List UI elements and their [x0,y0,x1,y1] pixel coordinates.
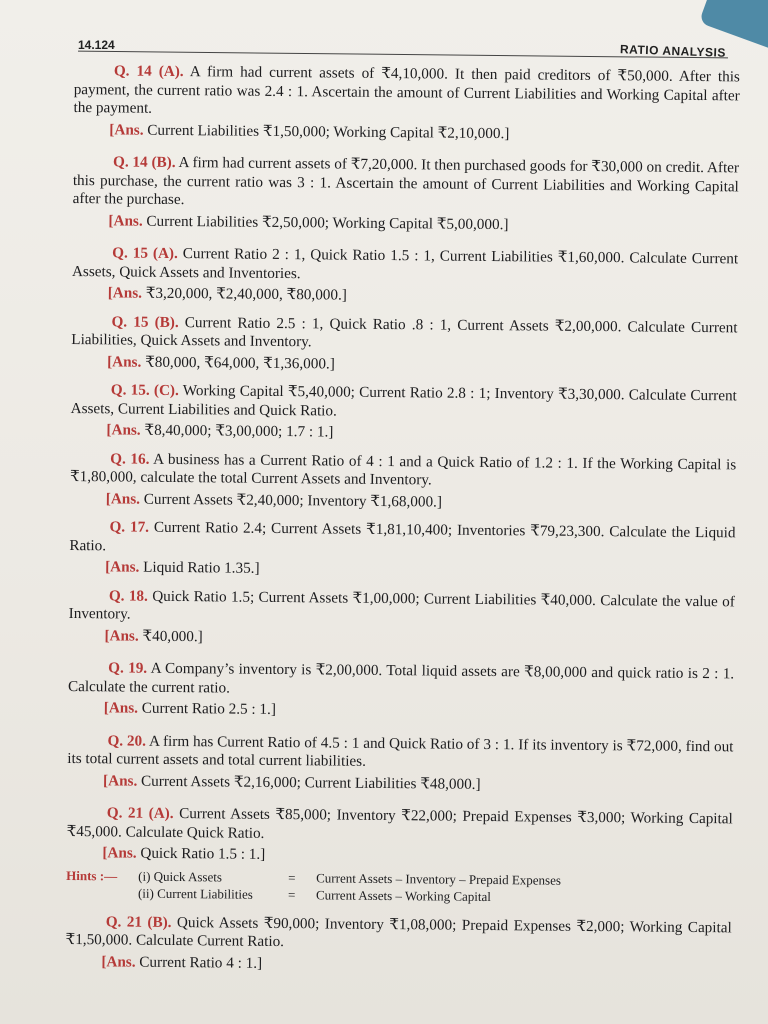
question-text: Current Ratio 2.5 : 1, Quick Ratio .8 : 1, Current Assets ₹2,00,000. Calculate Current Liabilities, Quick Assets and Inventory. [71,313,738,351]
answer-label: [Ans. [109,120,144,139]
question-text: A Company’s inventory is ₹2,00,000. Total liquid assets are ₹8,00,000 and quick ratio is 2 : 1. Calculate the current ratio. [67,659,735,697]
answer-21b [101,953,731,978]
hint-equals: = [287,886,296,902]
hints-block [66,866,732,908]
answer-label: [Ans. [105,489,141,508]
answer-label: [Ans. [108,211,143,230]
answer-label: [Ans. [107,352,142,371]
question-number: Q. 17. [109,518,150,536]
question-17 [69,518,735,561]
answer-text: Current Liabilities ₹2,50,000; Working Capital ₹5,00,000.] [142,212,509,233]
question-15b [71,312,737,355]
question-number: Q. 18. [108,586,148,605]
question-text: A business has a Current Ratio of 4 : 1 and a Quick Ratio of 1.2 : 1. If the Working Capital is ₹1,80,000, calculate the total Current Assets and Inventory. [69,450,737,489]
question-number: Q. 14 (B). [112,153,176,171]
question-19 [68,659,734,702]
answer-label: [Ans. [103,699,139,717]
hint-term: (i) Quick Assets [138,868,223,884]
question-text: Working Capital ₹5,40,000; Current Ratio 2.8 : 1; Inventory ₹3,30,000. Calculate Current Assets, Current Liabilities and Quick Ratio. [70,382,737,420]
question-text: A firm has Current Ratio of 4.5 : 1 and Quick Ratio of 3 : 1. If its inventory is ₹72,000, find out its total current assets and total current liabilities. [67,732,734,770]
hint-formula: Current Assets – Inventory – Prepaid Expenses [316,869,562,888]
answer-text: Liquid Ratio 1.35.] [139,558,260,577]
questions-list [65,62,740,977]
answer-text: Quick Ratio 1.5 : 1.] [136,844,266,863]
question-text: A firm had current assets of ₹7,20,000. It then purchased goods for ₹30,000 on credit. After this purchase, the current ratio was 3 : 1. Ascertain the amount of Current Liabilities and Working Capital after the purchase. [72,153,740,209]
page-header [78,34,738,60]
answer-label: [Ans. [106,421,141,439]
answer-text: ₹8,40,000; ₹3,00,000; 1.7 : 1.] [140,421,334,441]
question-15c [71,381,737,424]
hint-row [138,884,491,904]
hint-formula: Current Assets – Working Capital [315,886,492,904]
answer-label: [Ans. [107,284,143,302]
answer-text: Current Assets ₹2,40,000; Inventory ₹1,68,000.] [139,490,443,511]
question-number: Q. 15 (B). [111,312,179,331]
answer-label: [Ans. [105,558,140,576]
answer-text: Current Ratio 4 : 1.] [135,953,263,972]
hints-label: Hints :— [66,867,118,883]
question-number: Q. 15 (A). [112,244,178,263]
answer-label: [Ans. [102,844,137,862]
page-number: 14.124 [78,38,115,52]
question-18 [69,586,735,629]
question-number: Q. 15. (C). [110,381,179,400]
question-number: Q. 21 (A). [106,804,174,822]
answer-text: ₹40,000.] [138,627,203,645]
question-21b [65,912,731,955]
answer-text: ₹80,000, ₹64,000, ₹1,36,000.] [141,353,335,373]
question-14a [73,62,740,124]
section-title: RATIO ANALYSIS [619,42,727,60]
question-20 [67,731,733,774]
answer-label: [Ans. [103,771,138,790]
question-15a [72,244,738,287]
question-number: Q. 19. [108,659,148,677]
answer-text: ₹3,20,000, ₹2,40,000, ₹80,000.] [141,284,347,304]
question-text: Quick Ratio 1.5; Current Assets ₹1,00,000; Current Liabilities ₹40,000. Calculate the value of Inventory. [68,587,735,623]
answer-text: Current Liabilities ₹1,50,000; Working Capital ₹2,10,000.] [143,121,510,142]
hint-term: (ii) Current Liabilities [137,885,253,902]
question-text: Current Assets ₹85,000; Inventory ₹22,000; Prepaid Expenses ₹3,000; Working Capital ₹45,000. Calculate Quick Ratio. [66,804,733,842]
question-number: Q. 14 (A). [113,62,184,81]
question-text: Current Ratio 2 : 1, Quick Ratio 1.5 : 1, Current Liabilities ₹1,60,000. Calculate Current Assets, Quick Assets and Inventories. [71,245,739,282]
question-number: Q. 16. [110,449,150,468]
answer-21a [102,844,732,869]
question-16 [70,449,736,492]
question-21a [67,804,733,847]
answer-text: Current Ratio 2.5 : 1.] [137,699,277,718]
hint-equals: = [288,869,296,885]
question-number: Q. 21 (B). [105,912,172,931]
answer-text: Current Assets ₹2,16,000; Current Liabilities ₹48,000.] [137,772,481,793]
question-number: Q. 20. [107,731,147,750]
answer-label: [Ans. [101,952,136,971]
question-text: Current Ratio 2.4; Current Assets ₹1,81,10,400; Inventories ₹79,23,300. Calculate the Liquid Ratio. [69,518,736,554]
question-text: Quick Assets ₹90,000; Inventory ₹1,08,000; Prepaid Expenses ₹2,000; Working Capital ₹1,50,000. Calculate Current Ratio. [65,913,732,951]
answer-label: [Ans. [104,626,139,645]
question-14b [73,153,740,215]
question-text: A firm had current assets of ₹4,10,000. It then paid creditors of ₹50,000. After this payment, the current ratio was 2.4 : 1. Ascertain the amount of Current Liabilities and Working Capital after the payment. [73,63,740,117]
